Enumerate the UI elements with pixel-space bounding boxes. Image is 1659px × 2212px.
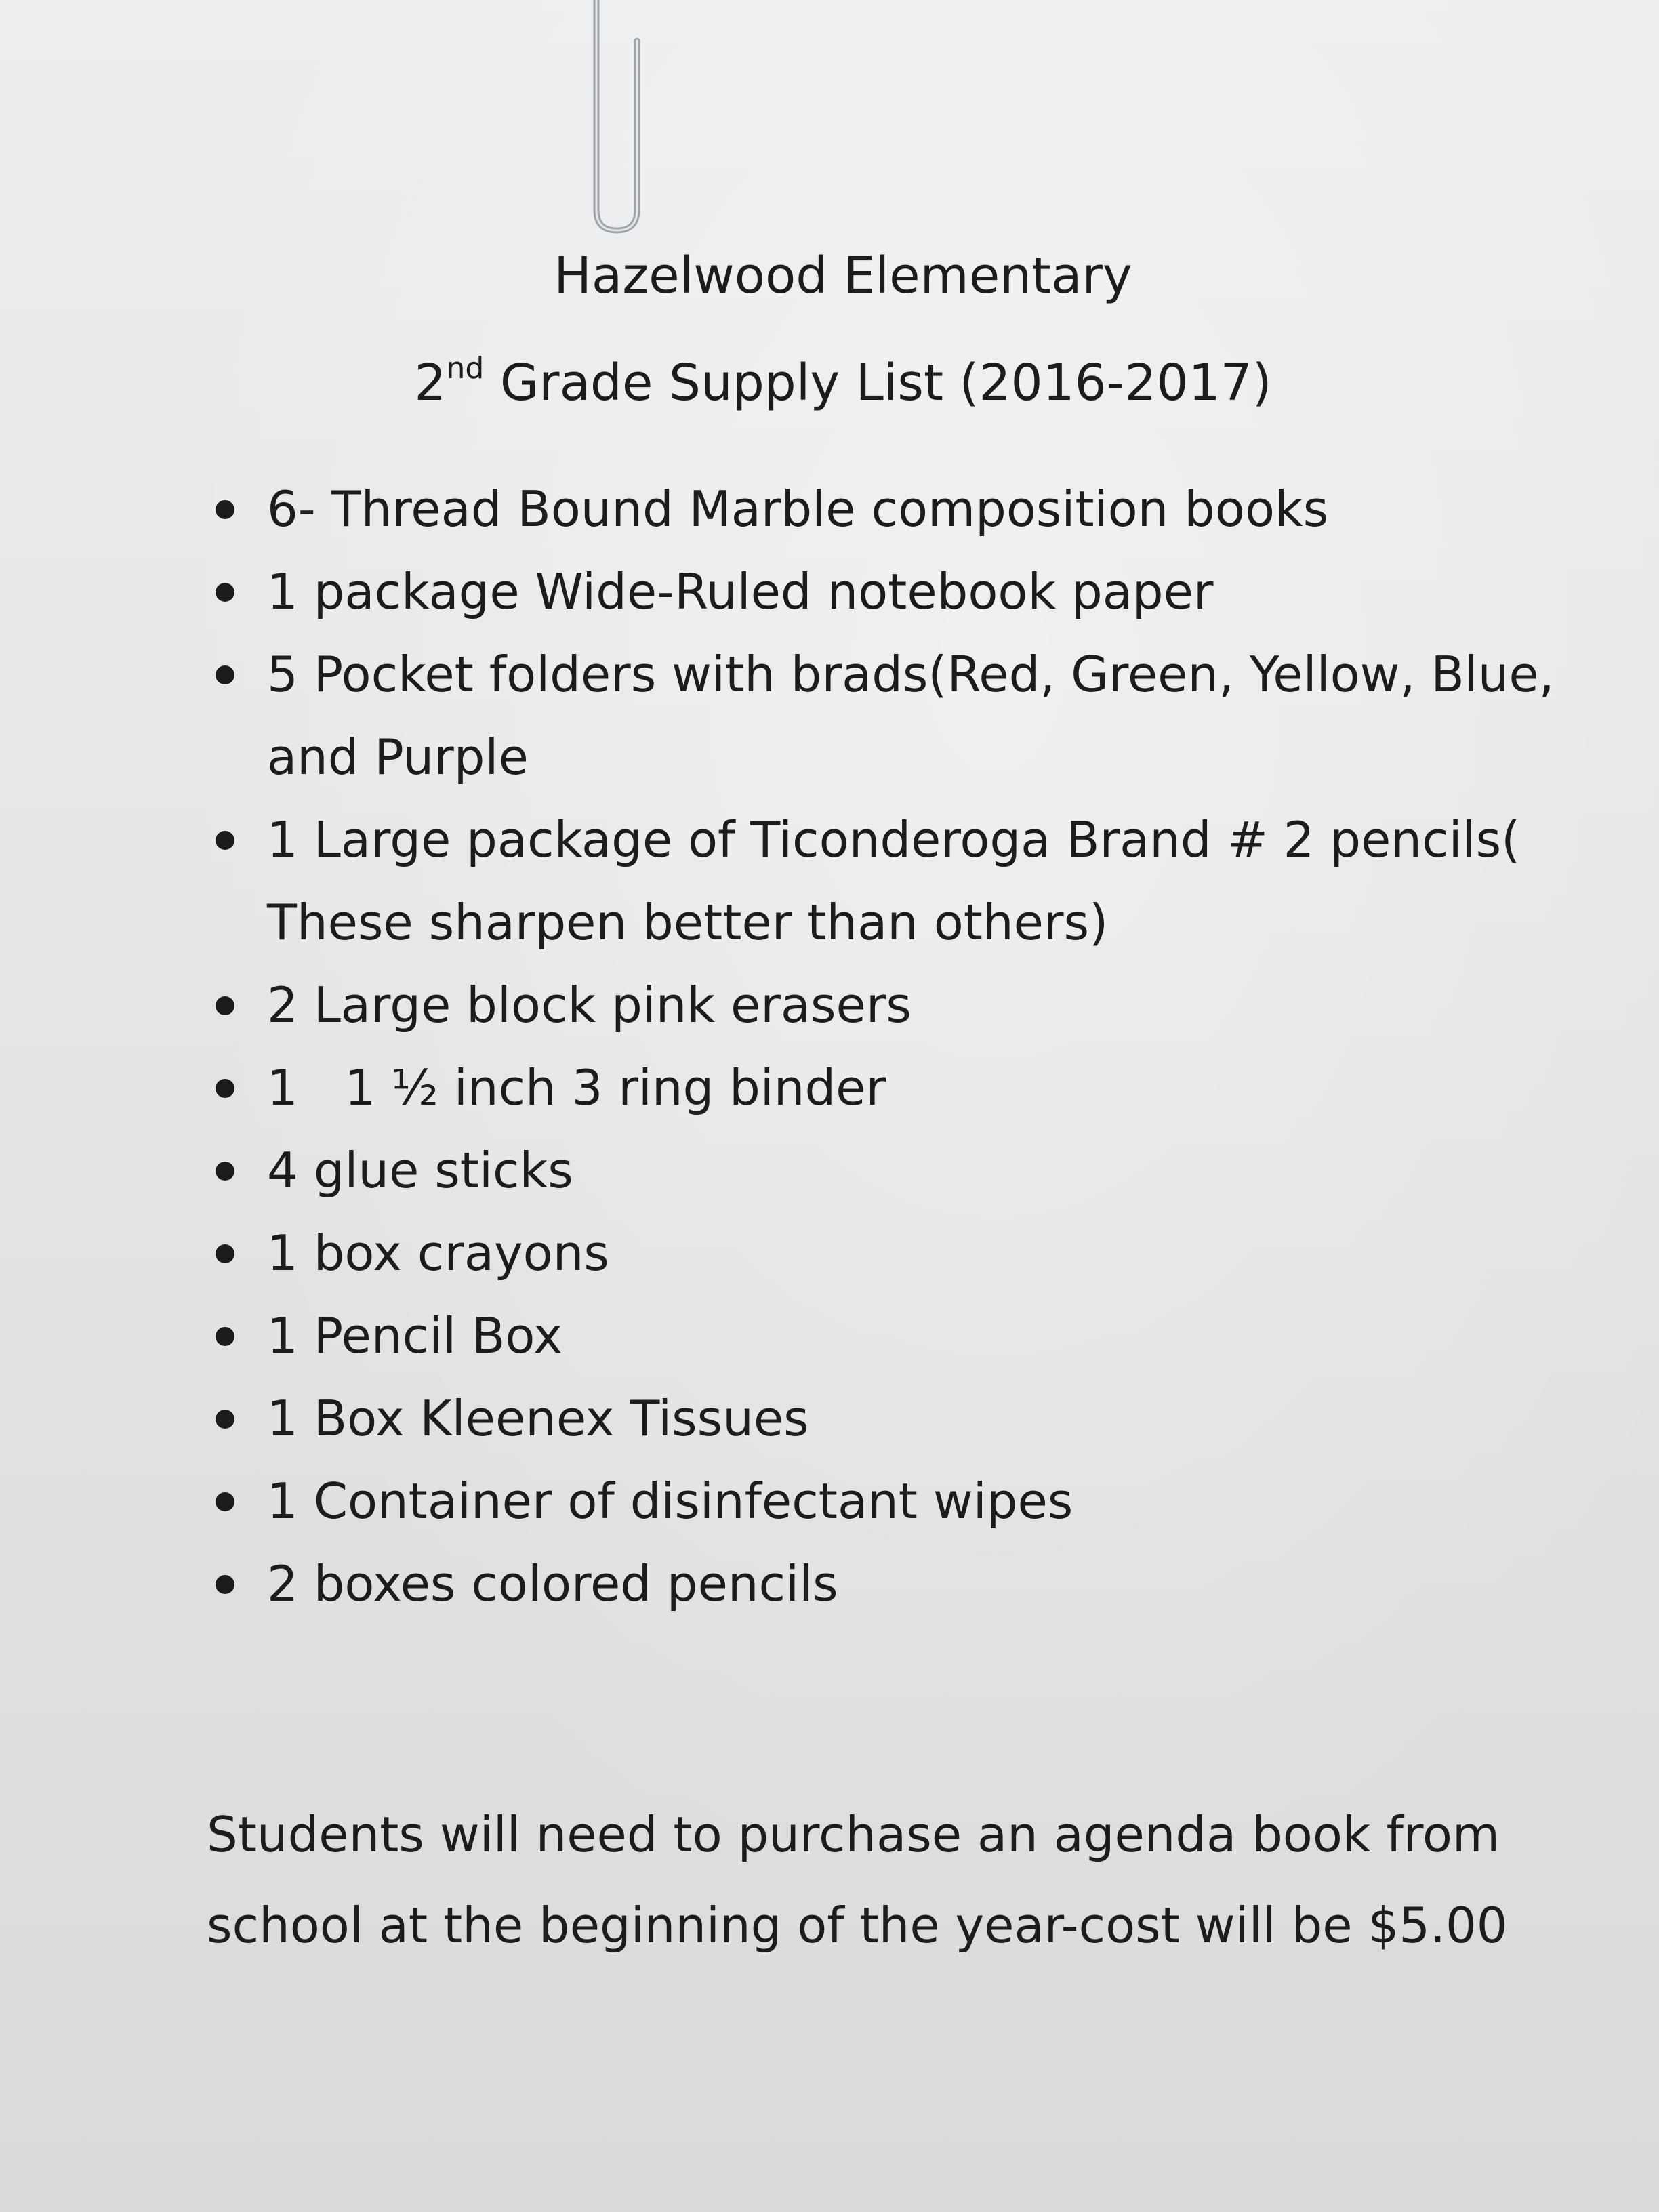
bullet-dot-icon: [216, 665, 234, 684]
item-text: 4 glue sticks: [267, 1142, 573, 1199]
bullet-dot-icon: [216, 1327, 234, 1346]
item-text: 1 1 ½ inch 3 ring binder: [267, 1059, 886, 1116]
page-title: [0, 352, 1659, 413]
item-text-continued: and Purple: [267, 729, 529, 785]
school-name: Hazelwood Elementary: [554, 247, 1132, 305]
item-text-continued: These sharpen better than others): [267, 894, 1109, 951]
bullet-dot-icon: [216, 583, 234, 602]
list-item: [203, 798, 1572, 964]
item-text: 2 Large block pink erasers: [267, 977, 912, 1033]
list-item: [203, 1212, 1572, 1294]
paperclip-icon: [569, 0, 664, 244]
item-text: 1 Large package of Ticonderoga Brand # 2 pencils(: [267, 811, 1521, 868]
title-text: Grade Supply List (2016-2017): [484, 354, 1272, 412]
list-item: [203, 964, 1572, 1046]
item-text: 5 Pocket folders with brads(Red, Green, Yellow, Blue,: [267, 646, 1555, 703]
agenda-note: [207, 1789, 1576, 1971]
bullet-dot-icon: [216, 1162, 234, 1181]
note-line-2: school at the beginning of the year-cost will be $5.00: [207, 1897, 1508, 1954]
note-line-1: Students will need to purchase an agenda book from: [207, 1806, 1500, 1863]
bullet-dot-icon: [216, 1492, 234, 1511]
bullet-dot-icon: [216, 1079, 234, 1098]
bullet-dot-icon: [216, 1244, 234, 1263]
grade-suffix: nd: [446, 351, 485, 386]
list-item: [203, 1377, 1572, 1460]
item-text: 2 boxes colored pencils: [267, 1555, 838, 1612]
item-text: 1 box crayons: [267, 1225, 609, 1282]
supply-list: [203, 468, 1572, 1625]
item-text: 1 Container of disinfectant wipes: [267, 1473, 1073, 1530]
item-text: 1 Box Kleenex Tissues: [267, 1390, 809, 1447]
bullet-dot-icon: [216, 1575, 234, 1594]
bullet-dot-icon: [216, 1410, 234, 1429]
bullet-dot-icon: [216, 500, 234, 519]
list-item: [203, 1460, 1572, 1542]
list-item: [203, 633, 1572, 798]
list-item: [203, 1542, 1572, 1625]
item-text: 6- Thread Bound Marble composition books: [267, 480, 1329, 537]
list-item: [203, 1294, 1572, 1377]
list-item: [203, 1129, 1572, 1212]
bullet-dot-icon: [216, 831, 234, 850]
item-text: 1 package Wide-Ruled notebook paper: [267, 563, 1214, 620]
list-item: [203, 1046, 1572, 1129]
list-item: [203, 468, 1572, 550]
list-item: [203, 550, 1572, 633]
grade-number: 2: [414, 354, 447, 412]
bullet-dot-icon: [216, 996, 234, 1015]
item-text: 1 Pencil Box: [267, 1307, 562, 1364]
